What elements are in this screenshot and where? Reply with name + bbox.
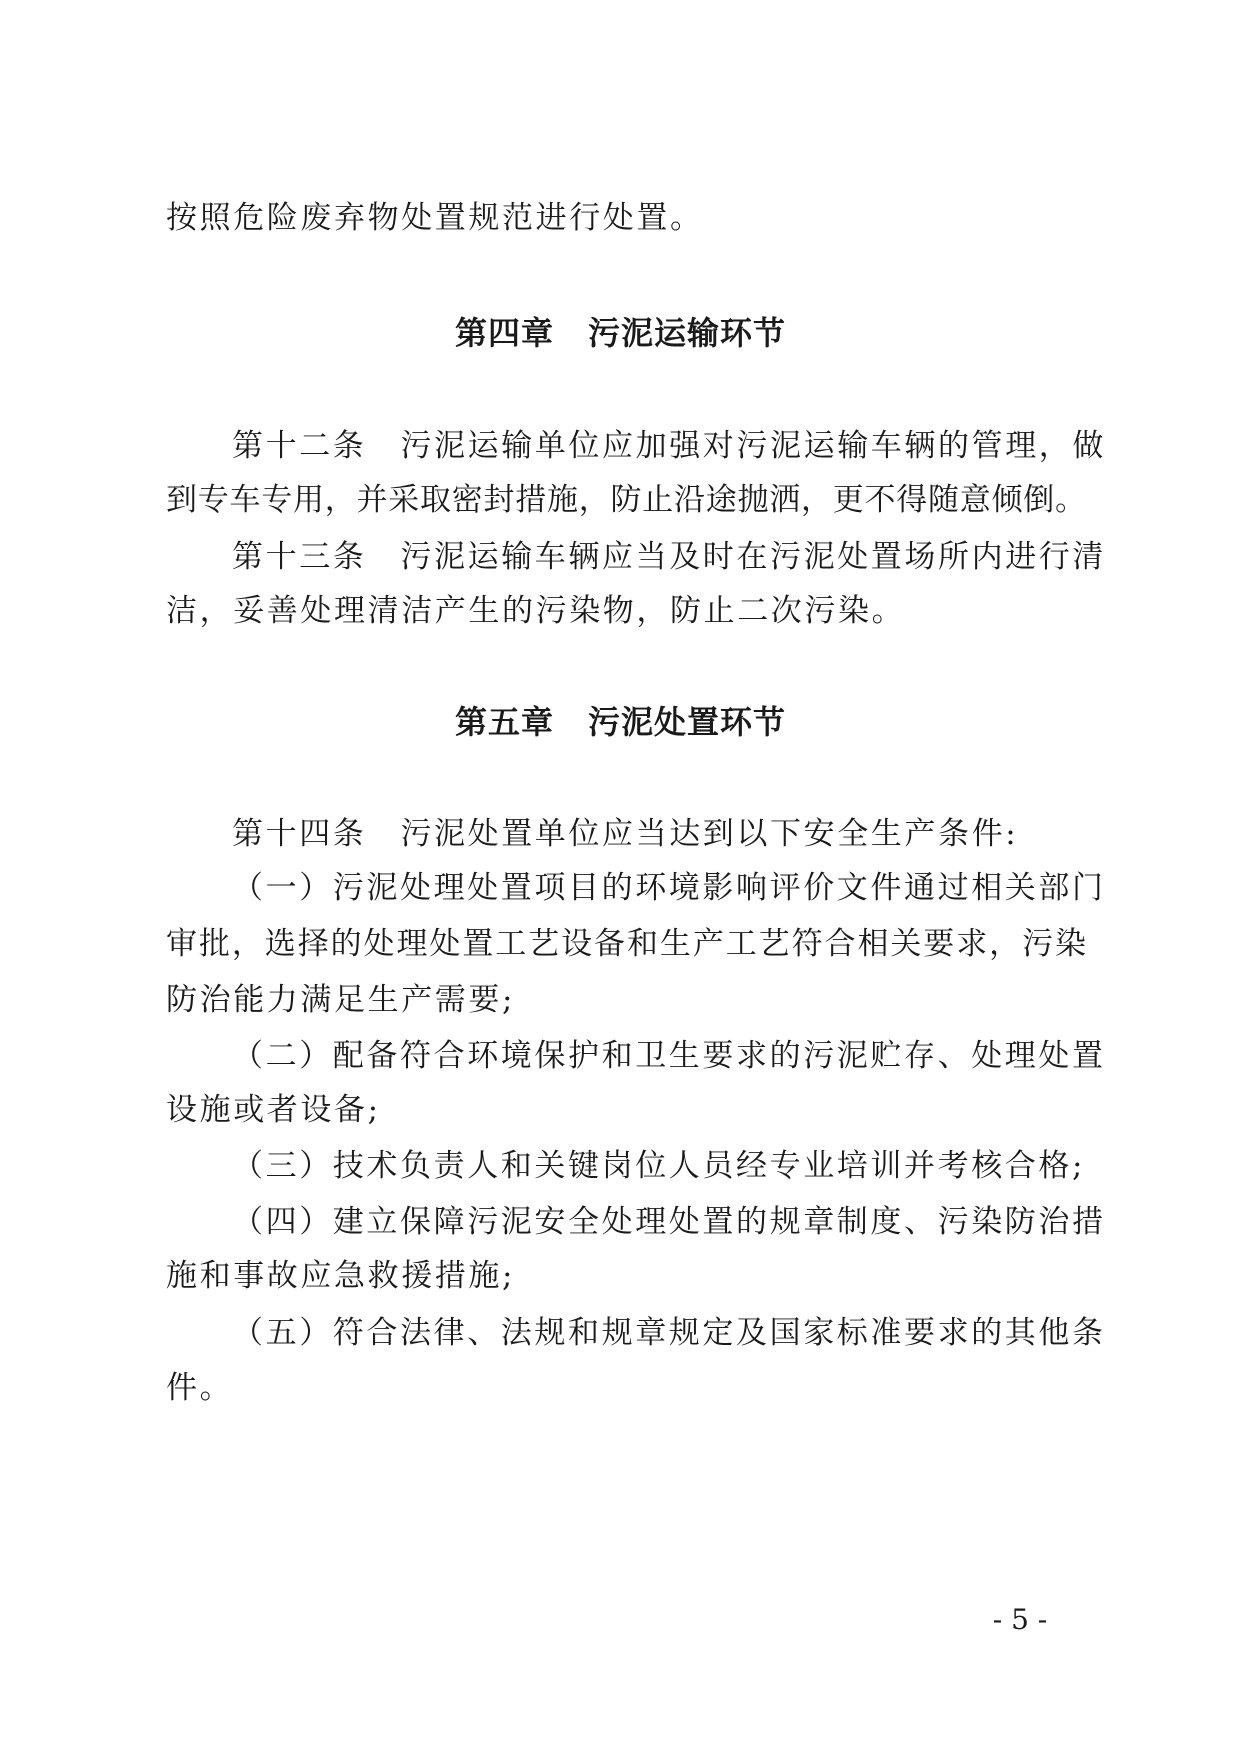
list-item-line: （四）建立保障污泥安全处理处置的规章制度、污染防治措 — [232, 1204, 1106, 1240]
list-item-line: （五）符合法律、法规和规章规定及国家标准要求的其他条 — [232, 1315, 1106, 1351]
paragraph-line: 按照危险废弃物处置规范进行处置。 — [166, 200, 704, 236]
article-text: 污泥运输单位应加强对污泥运输车辆的管理，做 — [400, 428, 1107, 464]
list-item-line: （一）污泥处理处置项目的环境影响评价文件通过相关部门 — [232, 870, 1106, 906]
article-label: 第十三条 — [232, 539, 367, 575]
article-line — [232, 426, 1107, 466]
paragraph-line: 洁，妥善处理清洁产生的污染物，防止二次污染。 — [166, 593, 906, 629]
chapter-number: 第四章 — [454, 314, 554, 352]
paragraph-line: 到专车专用，并采取密封措施，防止沿途抛洒，更不得随意倾倒。 — [166, 482, 1086, 518]
list-item-line: （二）配备符合环境保护和卫生要求的污泥贮存、处理处置 — [232, 1038, 1106, 1074]
paragraph-line: 施和事故应急救援措施; — [166, 1258, 516, 1294]
chapter-heading-4 — [0, 313, 1241, 353]
chapter-title: 污泥处置环节 — [588, 703, 787, 741]
paragraph-line: 审批，选择的处理处置工艺设备和生产工艺符合相关要求，污染 — [166, 926, 1086, 962]
chapter-heading-5 — [0, 702, 1241, 742]
article-text: 污泥运输车辆应当及时在污泥处置场所内进行清 — [400, 539, 1107, 575]
chapter-title: 污泥运输环节 — [588, 314, 787, 352]
article-line — [232, 537, 1107, 577]
article-label: 第十二条 — [232, 428, 367, 464]
paragraph-line: 设施或者设备; — [166, 1092, 381, 1128]
article-text: 污泥处置单位应当达到以下安全生产条件: — [400, 816, 1019, 852]
paragraph-line: 件。 — [166, 1370, 234, 1406]
article-label: 第十四条 — [232, 816, 367, 852]
list-item-line: （三）技术负责人和关键岗位人员经专业培训并考核合格; — [232, 1148, 1086, 1184]
page-number: - 5 - — [992, 1603, 1048, 1636]
article-line — [232, 814, 1086, 854]
chapter-number: 第五章 — [454, 703, 554, 741]
paragraph-line: 防治能力满足生产需要; — [166, 982, 516, 1018]
